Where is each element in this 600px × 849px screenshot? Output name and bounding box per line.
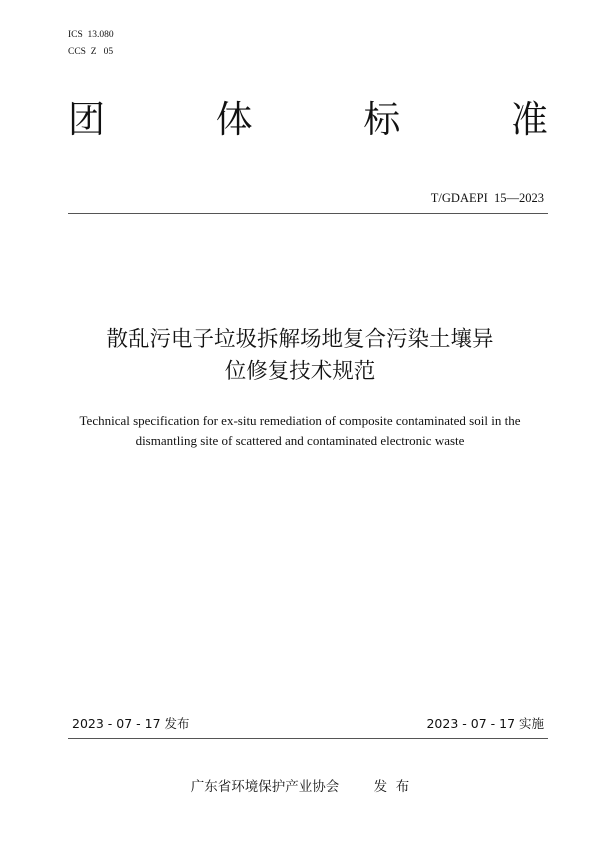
issue-date: 2023 - 07 - 17 发布: [72, 716, 190, 731]
english-title-line: dismantling site of scattered and contaminated electronic waste: [135, 433, 465, 448]
standard-type-char: 体: [215, 98, 253, 141]
bottom-divider: [68, 738, 548, 739]
standard-type-heading: [68, 96, 548, 144]
english-title-line: Technical specification for ex-situ remediation of composite contaminated soil in the: [79, 413, 521, 428]
chinese-title: [0, 324, 600, 388]
classification-codes: [68, 27, 114, 61]
ccs-code: CCS Z 05: [68, 47, 114, 57]
standard-type-char: 准: [510, 98, 548, 141]
top-divider: [68, 213, 548, 214]
english-title: [0, 411, 600, 451]
standard-number: T/GDAEPI 15—2023: [430, 191, 544, 205]
implementation-date: 2023 - 07 - 17 实施: [426, 716, 544, 731]
standard-type-char: 标: [363, 98, 401, 141]
chinese-title-line: 位修复技术规范: [224, 359, 376, 384]
publisher: 广东省环境保护产业协会 发 布: [190, 779, 410, 795]
standard-type-char: 团: [68, 98, 105, 141]
chinese-title-line: 散乱污电子垃圾拆解场地复合污染土壤异: [106, 327, 494, 352]
ics-code: ICS 13.080: [68, 30, 114, 40]
